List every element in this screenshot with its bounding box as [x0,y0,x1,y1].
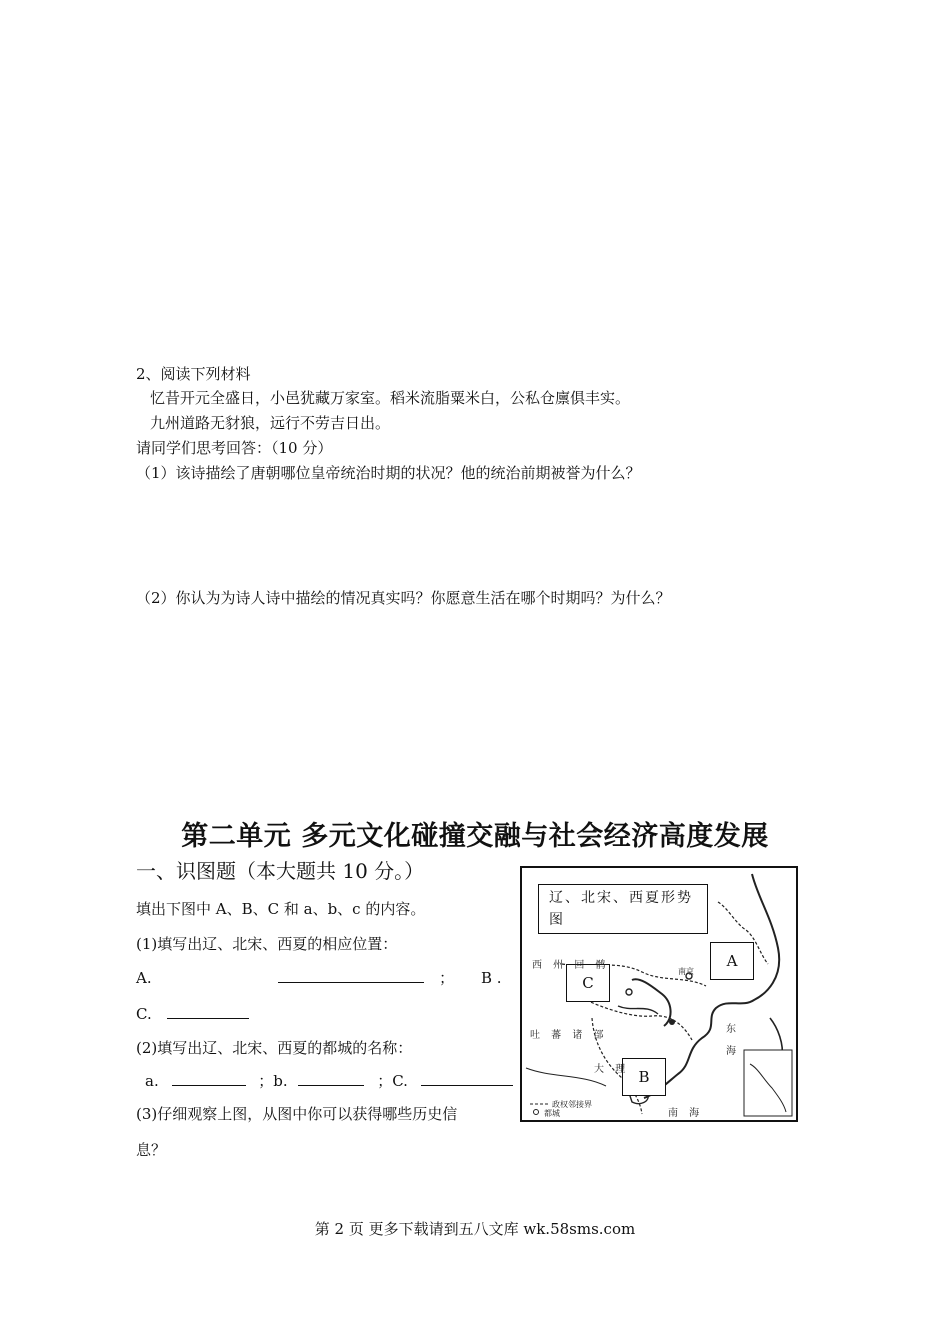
map-place-dong: 东 [726,1024,740,1035]
sub-question-3: (3)仔细观察上图，从图中你可以获得哪些历史信 [136,1105,458,1123]
blank-capital-b[interactable] [298,1071,364,1086]
capital-marker-b [669,1019,675,1025]
instruction: 填出下图中 A、B、C 和 a、b、c 的内容。 [136,900,426,918]
label-c: C. [136,1005,152,1023]
answer-row-capitals [145,1071,513,1091]
poem-line-2: 九州道路无豺狼，远行不劳吉日出。 [150,414,391,432]
map-label-a: A [710,942,754,980]
label-capital-c: ；C. [377,1072,408,1090]
answer-row-c [136,1004,249,1024]
blank-c[interactable] [167,1004,249,1019]
question-heading: 2、阅读下列材料 [136,365,251,383]
map-place-nanhai: 南 海 [668,1108,704,1119]
map-place-nanjing: 南京 [678,967,694,976]
capital-marker-c [626,989,632,995]
map-title: 辽、北宋、西夏形势图 [538,884,708,934]
question-1: （1）该诗描绘了唐朝哪位皇帝统治时期的状况？他的统治前期被誉为什么？ [136,464,641,482]
prompt-text: 请同学们思考回答：（10 分） [136,439,333,457]
label-a: A. [136,969,152,987]
map-place-hai: 海 [726,1046,740,1057]
map-place-dali: 大 理 [594,1064,630,1075]
label-b: B . [480,969,502,987]
part-heading: 一、识图题（本大题共 10 分。） [136,859,425,883]
unit-title: 第二单元 多元文化碰撞交融与社会经济高度发展 [181,821,769,852]
legend-border: 政权邻接界 [552,1100,592,1109]
blank-capital-c[interactable] [421,1071,513,1086]
map-place-tubo: 吐 蕃 诸 部 [530,1030,608,1041]
sub-question-3-cont: 息？ [136,1141,167,1159]
map-place-xizhou: 西 州 回 鹘 [532,960,610,971]
separator: ； [439,969,455,987]
map-label-c: C [566,964,610,1002]
sub-question-2: (2)填写出辽、北宋、西夏的都城的名称： [136,1039,413,1057]
blank-capital-a[interactable] [172,1071,246,1086]
legend-capital: 都城 [544,1109,560,1118]
page-footer: 第 2 页 更多下载请到五八文库 wk.58sms.com [314,1220,636,1238]
label-capital-a: a. [145,1072,159,1090]
answer-row-ab [136,968,502,988]
poem-line-1: 忆昔开元全盛日，小邑犹藏万家室。稻米流脂粟米白，公私仓廪俱丰实。 [150,389,631,407]
sub-question-1: (1)填写出辽、北宋、西夏的相应位置： [136,935,398,953]
map-label-b: B [622,1058,666,1096]
blank-a[interactable] [278,968,424,983]
historical-map [520,866,798,1122]
label-capital-b: ；b. [258,1072,288,1090]
question-2: （2）你认为为诗人诗中描绘的情况真实吗？你愿意生活在哪个时期吗？为什么？ [136,589,671,607]
